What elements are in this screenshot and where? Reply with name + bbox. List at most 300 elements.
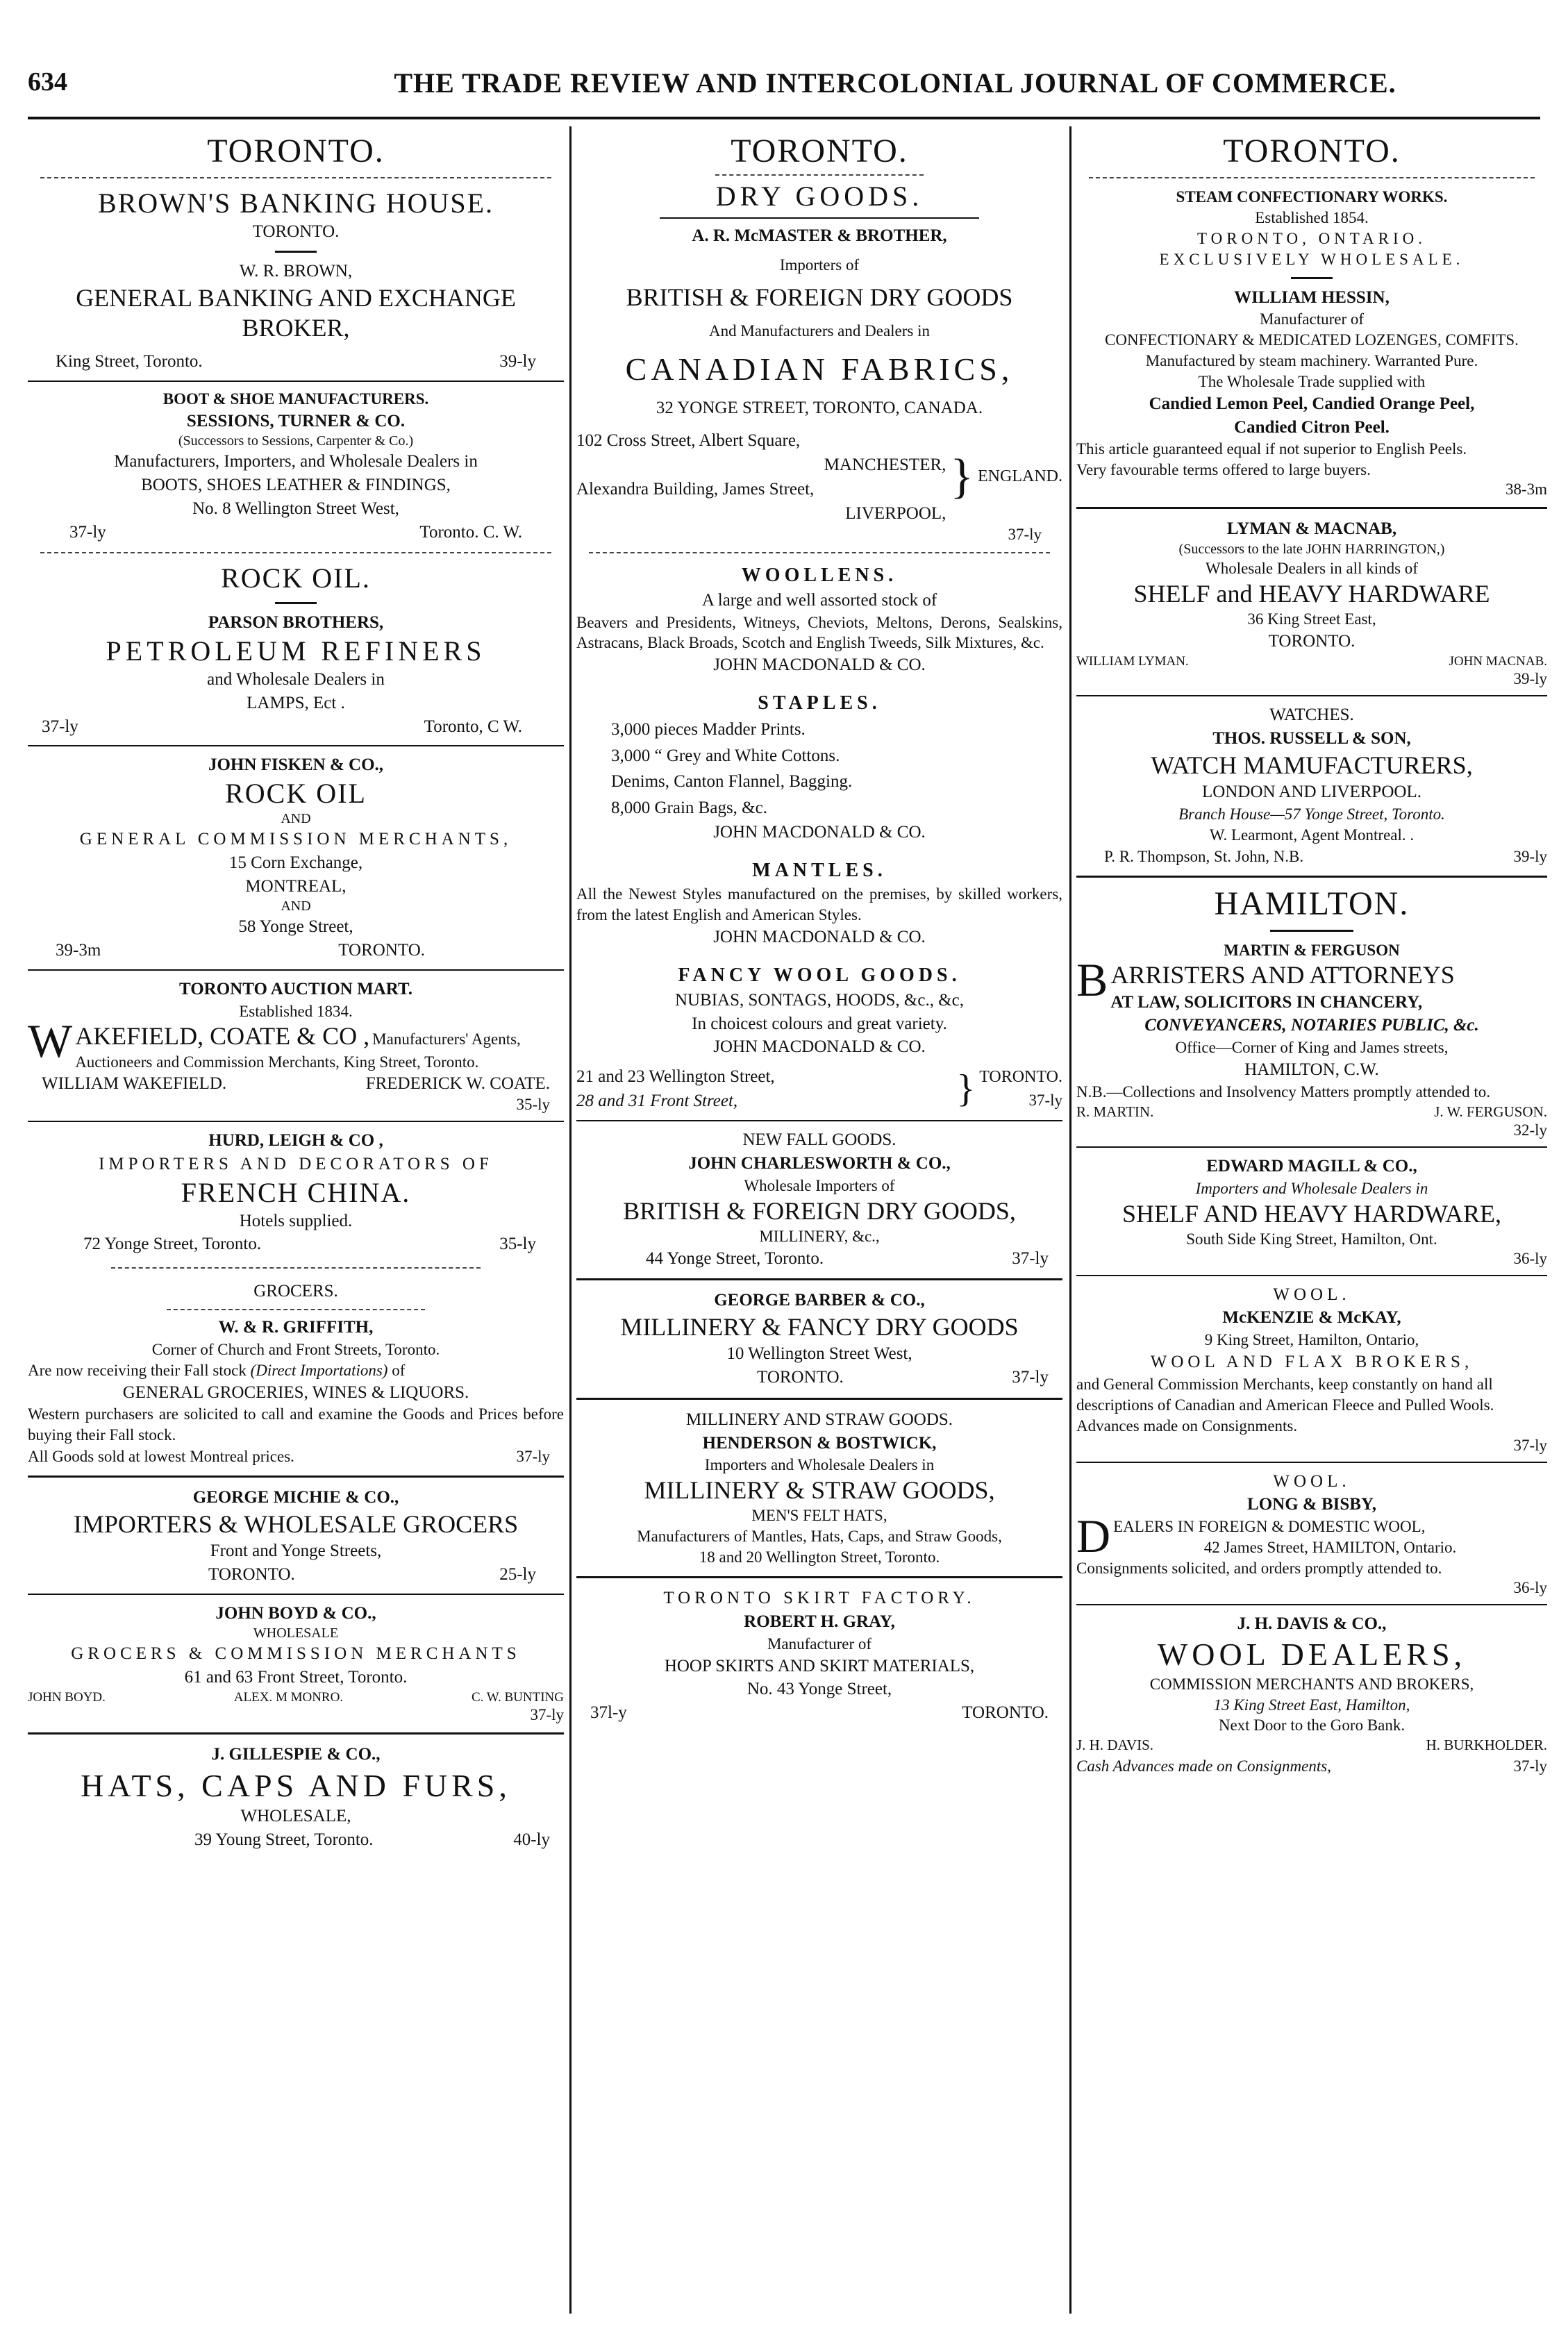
ad-address: 32 YONGE STREET, TORONTO, CANADA.	[656, 398, 983, 417]
ad-name: EDWARD MAGILL & CO.,	[1206, 1156, 1417, 1176]
ad-mcmaster	[576, 223, 1062, 545]
ad-partner: J. W. FERGUSON.	[1434, 1103, 1547, 1120]
ad-advances: Cash Advances made on Consignments,	[1076, 1757, 1331, 1775]
ad-code: 39-3m	[56, 941, 101, 960]
ad-body	[1076, 960, 1547, 1014]
ad-western: Western purchasers are solicited to call and examine the Goods and Prices before buying their Fall stock.	[28, 1405, 564, 1444]
ad-name: J. H. DAVIS & CO.,	[1237, 1614, 1387, 1633]
ad-robert-gray	[576, 1585, 1062, 1726]
page-number: 634	[28, 67, 67, 97]
ad-section: WATCHES.	[1269, 705, 1354, 725]
ad-code: 37-ly	[1012, 1368, 1049, 1387]
ad-and: AND	[281, 811, 311, 827]
ad-section: BOOT & SHOE MANUFACTURERS.	[162, 390, 429, 408]
ad-country: ENGLAND.	[978, 467, 1062, 485]
ad-code: 39-ly	[1513, 847, 1547, 865]
ad-code-row	[576, 1366, 1062, 1389]
ad-line: COMMISSION MERCHANTS AND BROKERS,	[1149, 1675, 1474, 1693]
ad-candied: Candied Lemon Peel, Candied Orange Peel,	[1149, 394, 1475, 413]
ad-partners-row	[1076, 1103, 1547, 1121]
ad-product: WATCH MAMUFACTURERS,	[1151, 751, 1473, 779]
divider	[28, 381, 564, 382]
drop-cap: W	[28, 1021, 73, 1068]
ad-name: WILLIAM HESSIN,	[1234, 287, 1390, 307]
ad-line: Manufacturer of	[767, 1635, 872, 1653]
ad-direct: (Direct Importations)	[250, 1361, 388, 1379]
city-heading: TORONTO.	[731, 133, 908, 169]
ad-code: 39-ly	[1513, 670, 1547, 688]
ad-partner: H. BURKHOLDER.	[1426, 1737, 1547, 1754]
ad-john-boyd	[28, 1600, 564, 1726]
ad-receiving: Are now receiving their Fall stock	[28, 1361, 247, 1379]
ad-partner: R. MARTIN.	[1076, 1103, 1154, 1120]
divider	[660, 217, 979, 219]
ad-steam: Manufactured by steam machinery. Warranted Pure.	[1145, 352, 1478, 370]
ad-line: Wholesale Dealers in all kinds of	[1206, 559, 1418, 577]
ad-code: 36-ly	[1513, 1578, 1547, 1596]
ad-address-list	[576, 1064, 952, 1113]
ad-title: STAPLES.	[758, 692, 881, 714]
column-middle	[576, 126, 1062, 2314]
ad-section: WOOL.	[1273, 1285, 1351, 1304]
divider	[576, 1398, 1062, 1400]
ad-name: A. R. McMASTER & BROTHER,	[692, 226, 947, 245]
ad-sign: JOHN MACDONALD & CO.	[713, 1037, 926, 1057]
ad-successors: (Successors to the late JOHN HARRINGTON,)	[1178, 541, 1445, 557]
ad-desc: and General Commission Merchants, keep constantly on hand all descriptions of Canadian and American Fleece and Pulled Wools. Advances made on Consignments.	[1076, 1375, 1494, 1435]
ad-title: MANTLES.	[752, 860, 887, 882]
brace-symbol: }	[950, 449, 974, 503]
ad-address: South Side King Street, Hamilton, Ont.	[1186, 1230, 1437, 1248]
list-item: 3,000 pieces Madder Prints.	[611, 720, 806, 739]
ad-hats: MEN'S FELT HATS,	[751, 1507, 887, 1525]
ad-hurd-leigh	[28, 1128, 564, 1257]
ad-thompson: P. R. Thompson, St. John, N.B.	[1104, 847, 1304, 865]
ad-body	[1076, 1516, 1547, 1558]
ad-william-hessin	[1076, 185, 1547, 500]
ad-address: 58 Yonge Street,	[238, 917, 353, 937]
ad-name: JOHN FISKEN & CO.,	[208, 755, 384, 775]
ad-business: HATS, CAPS AND FURS,	[81, 1768, 511, 1804]
ad-line: Importers and Wholesale Dealers in	[1195, 1179, 1428, 1197]
ad-henderson	[576, 1407, 1062, 1569]
ad-business: GENERAL COMMISSION MERCHANTS,	[79, 830, 512, 849]
divider	[1076, 1275, 1547, 1276]
ad-nb: N.B.—Collections and Insolvency Matters promptly attended to.	[1076, 1082, 1490, 1101]
ad-product: BRITISH & FOREIGN DRY GOODS	[626, 283, 1013, 311]
ad-business: GENERAL BANKING AND EXCHANGE BROKER,	[76, 283, 516, 342]
column-left	[28, 126, 564, 2314]
ad-partner: JOHN BOYD.	[28, 1689, 106, 1705]
ad-product: CONFECTIONARY & MEDICATED LOZENGES, COMFITS.	[1105, 331, 1519, 349]
ad-name: HENDERSON & BOSTWICK,	[702, 1433, 937, 1453]
ad-cities: LONDON AND LIVERPOOL.	[1202, 783, 1421, 801]
divider	[1089, 177, 1535, 178]
divider	[715, 174, 924, 176]
ad-line: Manufacturers, Importers, and Wholesale Dealers in	[114, 452, 478, 471]
ad-and: AND	[281, 898, 311, 914]
column-divider	[1069, 126, 1071, 2314]
ad-city: MONTREAL,	[245, 876, 347, 896]
ad-advances-row	[1076, 1755, 1547, 1777]
divider	[28, 1594, 564, 1595]
divider	[1270, 930, 1353, 932]
page-title: THE TRADE REVIEW AND INTERCOLONIAL JOURNAL OF COMMERCE.	[394, 67, 1396, 99]
ad-place: TORONTO.	[252, 222, 340, 241]
divider	[28, 1476, 564, 1478]
ad-george-michie	[28, 1485, 564, 1587]
ad-line: In choicest colours and great variety.	[692, 1014, 947, 1033]
ad-griffith	[28, 1278, 564, 1469]
ad-fancy-wool	[576, 960, 1062, 1114]
divider	[1076, 1462, 1547, 1463]
ad-partner: C. W. BUNTING	[471, 1689, 564, 1705]
ad-address: 10 Wellington Street West,	[726, 1344, 912, 1364]
ad-code: 32-ly	[1513, 1121, 1547, 1139]
ad-line: Importers and Wholesale Dealers in	[704, 1456, 935, 1474]
ad-city: HAMILTON, C.W.	[1244, 1060, 1379, 1080]
ad-guarantee: This article guaranteed equal if not superior to English Peels.	[1076, 440, 1467, 458]
ad-line: A large and well assorted stock of	[701, 590, 937, 610]
ad-code: 37l-y	[590, 1703, 627, 1723]
ad-code: 37-ly	[516, 1448, 550, 1466]
ad-address: 36 King Street East,	[1247, 610, 1376, 628]
ad-name: MARTIN & FERGUSON	[1224, 941, 1400, 959]
ad-code: 37-ly	[1513, 1757, 1547, 1775]
ad-address: 15 Corn Exchange,	[228, 853, 363, 872]
ad-name: GEORGE BARBER & CO.,	[714, 1291, 925, 1310]
ad-section: WOOL.	[1273, 1471, 1351, 1491]
ad-code-row	[28, 939, 564, 962]
city-heading: TORONTO.	[207, 133, 385, 169]
ad-code: 37-ly	[1008, 525, 1042, 543]
ad-line: Manufacturer of	[1259, 310, 1365, 328]
divider	[111, 1267, 481, 1269]
ad-branch: Branch House—57 Yonge Street, Toronto.	[1178, 805, 1445, 823]
ad-fabrics: CANADIAN FABRICS,	[625, 351, 1014, 387]
drop-cap: B	[1076, 960, 1108, 1007]
ad-product: SHELF and HEAVY HARDWARE	[1133, 579, 1490, 608]
ad-city-code	[979, 1066, 1062, 1112]
ad-address-row	[28, 1232, 564, 1256]
ad-name: PARSON BROTHERS,	[208, 613, 384, 633]
ad-england-addresses	[576, 428, 1062, 526]
ad-address: 42 James Street, HAMILTON, Ontario.	[1203, 1538, 1457, 1556]
brace-symbol: }	[956, 1067, 976, 1111]
ad-address: 28 and 31 Front Street,	[576, 1092, 738, 1111]
ad-exclusive: EXCLUSIVELY WHOLESALE.	[1159, 250, 1465, 268]
ad-address: No. 43 Yonge Street,	[747, 1680, 892, 1699]
ad-product: FRENCH CHINA.	[181, 1176, 411, 1208]
ad-sign: JOHN MACDONALD & CO.	[713, 655, 926, 675]
ad-partners-row	[1076, 653, 1547, 671]
ad-staples	[576, 688, 1062, 846]
ad-address: No. 8 Wellington Street West,	[192, 499, 399, 518]
ad-desc: Manufacturers' Agents, Auctioneers and Commission Merchants, King Street, Toronto.	[75, 1030, 521, 1071]
ad-title: BROWN'S BANKING HOUSE.	[97, 187, 494, 219]
ad-city: MANCHESTER,	[824, 455, 946, 474]
divider	[1076, 1146, 1547, 1148]
ad-partner: J. H. DAVIS.	[1076, 1737, 1154, 1754]
ad-city: TORONTO.	[962, 1703, 1049, 1723]
ad-address-row	[576, 1247, 1062, 1271]
ad-name: W. & R. GRIFFITH,	[218, 1317, 374, 1337]
divider	[40, 552, 551, 553]
ad-address-row	[28, 1828, 564, 1852]
ad-partner: ALEX. M MONRO.	[233, 1689, 344, 1705]
ad-address: King Street, Toronto.	[56, 351, 203, 371]
divider	[275, 251, 317, 253]
ad-city: TORONTO.	[208, 1564, 295, 1584]
ad-body	[28, 1021, 564, 1072]
ad-partner: JOHN MACNAB.	[1449, 653, 1547, 669]
ad-name: ROBERT H. GRAY,	[744, 1612, 895, 1631]
ad-established: Established 1854.	[1255, 208, 1369, 226]
divider	[576, 1120, 1062, 1121]
divider	[275, 602, 317, 604]
divider	[1076, 507, 1547, 509]
list-item: Denims, Canton Flannel, Bagging.	[611, 772, 853, 792]
ad-city: Toronto. C. W.	[419, 522, 522, 542]
divider	[1291, 277, 1333, 279]
ad-business: WOOL AND FLAX BROKERS,	[1150, 1353, 1474, 1372]
divider	[167, 1309, 425, 1310]
ad-mckenzie-mckay	[1076, 1282, 1547, 1456]
ad-product: MILLINERY & STRAW GOODS,	[644, 1476, 995, 1505]
ad-millinery: MILLINERY, &c.,	[759, 1227, 880, 1245]
ad-product: HOOP SKIRTS AND SKIRT MATERIALS,	[664, 1656, 975, 1675]
ad-partners-row	[28, 1072, 564, 1096]
ad-lowest-row	[28, 1446, 564, 1467]
ad-toronto-auction-mart	[28, 976, 564, 1115]
ad-address: 21 and 23 Wellington Street,	[576, 1067, 775, 1087]
ad-address: Alexandra Building, James Street,	[576, 479, 815, 499]
ad-address-row	[28, 343, 564, 374]
column-right	[1076, 126, 1547, 2314]
ad-wholesale: WHOLESALE	[253, 1625, 339, 1641]
ad-name: LYMAN & MACNAB,	[1226, 519, 1397, 539]
ad-successors: (Successors to Sessions, Carpenter & Co.)	[178, 433, 414, 449]
ad-address: 9 King Street, Hamilton, Ontario,	[1204, 1331, 1419, 1349]
ad-goods: GENERAL GROCERIES, WINES & LIQUORS.	[122, 1382, 469, 1402]
ad-name: LONG & BISBY,	[1247, 1495, 1376, 1514]
ad-code: 25-ly	[499, 1564, 536, 1584]
ad-lamps: LAMPS, Ect .	[247, 693, 345, 712]
ad-partner: FREDERICK W. COATE.	[365, 1074, 550, 1094]
divider	[1076, 876, 1547, 878]
ad-code: 39-ly	[499, 351, 536, 371]
ad-partners-row	[28, 1689, 564, 1707]
ad-code: 37-ly	[1012, 1248, 1049, 1268]
ad-line: IMPORTERS AND DECORATORS OF	[99, 1154, 493, 1173]
ad-name: GEORGE MICHIE & CO.,	[192, 1488, 399, 1507]
ad-title: STEAM CONFECTIONARY WORKS.	[1176, 188, 1448, 206]
ad-line: BOOTS, SHOES LEATHER & FINDINGS,	[141, 476, 451, 495]
ad-business: EALERS IN FOREIGN & DOMESTIC WOOL,	[1113, 1518, 1426, 1536]
ad-candied: Candied Citron Peel.	[1234, 417, 1390, 437]
ad-code: 37-ly	[530, 1706, 564, 1724]
ad-product: BRITISH & FOREIGN DRY GOODS,	[623, 1196, 1016, 1225]
ad-importers: Importers of	[779, 256, 860, 274]
ad-wholesale: WHOLESALE,	[240, 1807, 351, 1826]
ad-section: TORONTO SKIRT FACTORY.	[663, 1589, 976, 1608]
divider	[28, 745, 564, 746]
divider	[589, 552, 1050, 553]
city-heading: TORONTO.	[1223, 133, 1401, 169]
ad-city: TORONTO.	[979, 1068, 1062, 1087]
ad-john-fisken	[28, 752, 564, 964]
ad-mantles	[576, 855, 1062, 951]
ad-address: 61 and 63 Front Street, Toronto.	[184, 1668, 408, 1687]
ad-code: 38-3m	[1505, 480, 1547, 499]
divider	[28, 1121, 564, 1122]
ad-long-bisby	[1076, 1469, 1547, 1598]
divider	[28, 1732, 564, 1734]
ad-address: 13 King Street East, Hamilton,	[1213, 1696, 1410, 1714]
divider	[576, 1278, 1062, 1280]
ad-city: TORONTO.	[338, 941, 425, 960]
ad-title: AT LAW, SOLICITORS IN CHANCERY,	[1110, 992, 1423, 1012]
ad-thompson-row	[1076, 846, 1547, 867]
ad-name: JOHN BOYD & CO.,	[215, 1603, 376, 1623]
ad-code: 37-ly	[42, 717, 78, 736]
divider	[1076, 1604, 1547, 1605]
ad-title: TORONTO AUCTION MART.	[179, 979, 412, 998]
ad-thos-russell	[1076, 702, 1547, 868]
ad-jh-davis	[1076, 1611, 1547, 1778]
ad-business: PETROLEUM REFINERS	[106, 635, 486, 667]
ad-sign: JOHN MACDONALD & CO.	[713, 823, 926, 842]
list-item: 3,000 “ Grey and White Cottons.	[611, 746, 840, 765]
divider	[40, 177, 551, 178]
ad-title: FANCY WOOL GOODS.	[678, 964, 961, 986]
ad-line: and Wholesale Dealers in	[207, 670, 385, 689]
ad-title: ARRISTERS AND ATTORNEYS	[1110, 961, 1455, 989]
ad-desc: Beavers and Presidents, Witneys, Cheviots, Meltons, Derons, Sealskins, Astracans, Black Broads, Scotch and English Tweeds, Silk Mixtures, &c.	[576, 613, 1062, 652]
ad-address: 72 Yonge Street, Toronto.	[83, 1235, 262, 1254]
ad-hotels: Hotels supplied.	[239, 1211, 353, 1230]
ad-partner: WILLIAM LYMAN.	[1076, 653, 1189, 669]
ad-edward-magill	[1076, 1153, 1547, 1269]
ad-name: THOS. RUSSELL & SON,	[1212, 729, 1411, 749]
ad-name: AKEFIELD, COATE & CO ,	[75, 1022, 370, 1051]
city-heading: HAMILTON.	[1214, 885, 1410, 922]
ad-code-row	[28, 521, 564, 544]
ad-name: J. GILLESPIE & CO.,	[211, 1745, 381, 1764]
ad-business: GROCERS & COMMISSION MERCHANTS	[71, 1644, 521, 1664]
ad-code: 35-ly	[516, 1096, 550, 1114]
ad-address: 102 Cross Street, Albert Square,	[576, 430, 801, 450]
ad-of: of	[392, 1361, 406, 1379]
ad-code: 40-ly	[513, 1830, 550, 1850]
ad-code: 35-ly	[499, 1235, 536, 1254]
ad-code: 36-ly	[1513, 1249, 1547, 1267]
ad-items: NUBIAS, SONTAGS, HOODS, &c., &c,	[674, 990, 965, 1010]
ad-martin-ferguson	[1076, 939, 1547, 1141]
staples-list	[576, 717, 1062, 821]
ad-and: And Manufacturers and Dealers in	[708, 321, 931, 340]
ad-line: Wholesale Importers of	[744, 1176, 895, 1194]
ad-address-list	[576, 428, 946, 526]
ad-city: TORONTO.	[1268, 631, 1356, 651]
ad-product: MILLINERY & FANCY DRY GOODS	[620, 1313, 1019, 1341]
ad-product: SHELF AND HEAVY HARDWARE,	[1121, 1199, 1502, 1228]
ad-desc: All the Newest Styles manufactured on the premises, by skilled workers, from the latest English and American Styles.	[576, 885, 1062, 924]
ad-gillespie	[28, 1741, 564, 1853]
ad-sign: JOHN MACDONALD & CO.	[713, 928, 926, 947]
ad-corner: Corner of Church and Front Streets, Toronto.	[151, 1340, 440, 1358]
header-rule	[28, 117, 1540, 119]
ad-office: Office—Corner of King and James streets,	[1175, 1039, 1449, 1057]
ad-partners-row	[1076, 1736, 1547, 1755]
ad-section: MILLINERY AND STRAW GOODS.	[685, 1410, 953, 1429]
ad-title: ROCK OIL.	[221, 562, 371, 594]
ad-browns-banking	[28, 185, 564, 375]
ad-section: GROCERS.	[253, 1282, 338, 1301]
ad-name: JOHN CHARLESWORTH & CO.,	[688, 1153, 951, 1173]
ad-business: WOOL DEALERS,	[1157, 1637, 1467, 1673]
ad-code: 37-ly	[69, 522, 106, 542]
ad-place: TORONTO, ONTARIO.	[1197, 229, 1426, 247]
ad-code: 37-ly	[1513, 1436, 1547, 1454]
ad-title: WOOLLENS.	[741, 564, 898, 586]
ad-product: ROCK OIL	[225, 778, 367, 810]
ad-receiving-line	[28, 1360, 564, 1381]
ad-terms: Very favourable terms offered to large buyers.	[1076, 461, 1371, 479]
ad-address-group	[576, 1064, 1062, 1113]
ad-agent: W. Learmont, Agent Montreal. .	[1209, 826, 1415, 844]
column-divider	[569, 126, 572, 2314]
ad-parson-brothers	[28, 560, 564, 739]
ad-name: W. R. BROWN,	[239, 261, 353, 281]
ad-george-barber	[576, 1287, 1062, 1390]
ad-address: 44 Yonge Street, Toronto.	[646, 1248, 824, 1268]
ad-consign: Consignments solicited, and orders promptly attended to.	[1076, 1559, 1442, 1577]
page-header	[28, 67, 1540, 108]
ad-sessions-turner	[28, 387, 564, 546]
drop-cap: D	[1076, 1516, 1111, 1558]
section-heading: DRY GOODS.	[715, 181, 924, 212]
ad-name: HURD, LEIGH & CO ,	[208, 1131, 383, 1151]
ad-established: Established 1834.	[239, 1002, 353, 1020]
ad-address: 18 and 20 Wellington Street, Toronto.	[699, 1548, 940, 1566]
ad-desc: Manufacturers of Mantles, Hats, Caps, and Straw Goods,	[637, 1528, 1002, 1546]
ad-city: LIVERPOOL,	[845, 503, 946, 523]
divider	[576, 1576, 1062, 1578]
ad-lowest: All Goods sold at lowest Montreal prices.	[28, 1448, 294, 1466]
list-item: 8,000 Grain Bags, &c.	[611, 798, 767, 817]
ad-trade: The Wholesale Trade supplied with	[1198, 372, 1426, 390]
ad-code-row	[576, 1701, 1062, 1725]
ad-title: CONVEYANCERS, NOTARIES PUBLIC, &c.	[1144, 1016, 1479, 1035]
ad-address: Front and Yonge Streets,	[210, 1541, 382, 1561]
ad-name: McKENZIE & McKAY,	[1222, 1308, 1401, 1328]
ad-city: Toronto, C W.	[424, 717, 522, 736]
divider	[28, 969, 564, 971]
ad-charlesworth	[576, 1127, 1062, 1271]
ad-woollens	[576, 560, 1062, 678]
ad-section: NEW FALL GOODS.	[742, 1130, 896, 1150]
ad-business: IMPORTERS & WHOLESALE GROCERS	[73, 1510, 519, 1538]
divider	[1076, 695, 1547, 696]
ad-code-row	[28, 1563, 564, 1587]
ad-next: Next Door to the Goro Bank.	[1218, 1716, 1406, 1734]
ad-code: 37-ly	[1028, 1091, 1062, 1109]
ad-lyman-macnab	[1076, 516, 1547, 689]
ad-partner: WILLIAM WAKEFIELD.	[42, 1074, 227, 1094]
ad-code-row	[28, 715, 564, 739]
ad-name: SESSIONS, TURNER & CO.	[186, 411, 406, 430]
